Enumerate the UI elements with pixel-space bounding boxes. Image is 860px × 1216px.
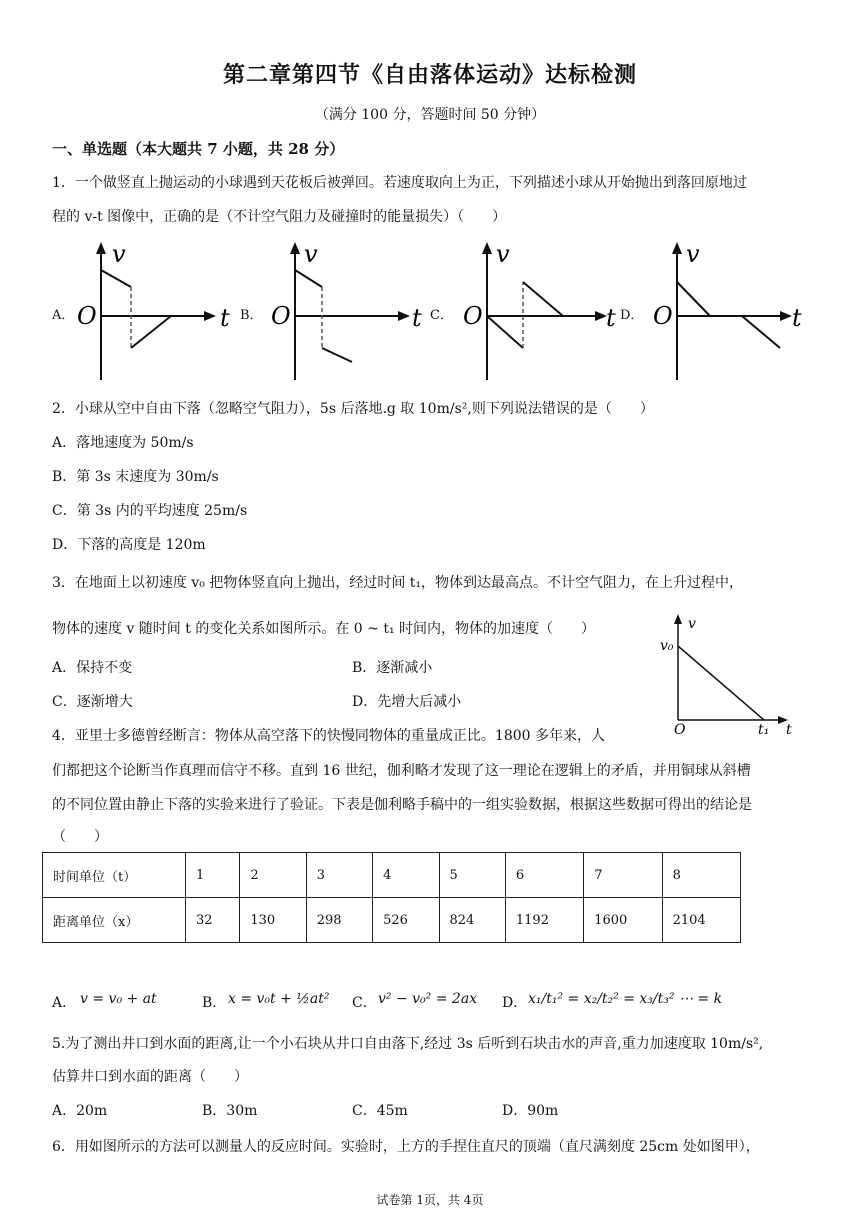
axis-t-label: t bbox=[412, 304, 422, 332]
table-cell: 1192 bbox=[505, 898, 583, 943]
q5-option-c: C．45m bbox=[352, 1103, 408, 1119]
q5-option-a: A．20m bbox=[52, 1103, 108, 1119]
table-cell: 526 bbox=[373, 898, 439, 943]
table-cell: 2104 bbox=[662, 898, 740, 943]
q5-option-b: B．30m bbox=[202, 1103, 258, 1119]
origin-label: O bbox=[271, 302, 291, 330]
table-cell: 7 bbox=[584, 853, 662, 898]
q3-origin: O bbox=[674, 722, 686, 738]
table-row bbox=[43, 853, 741, 898]
axis-t-label: t bbox=[606, 304, 616, 332]
q1-graph-a bbox=[74, 240, 239, 385]
q4-option-b-label: B． bbox=[202, 995, 227, 1011]
q3-t1-label: t₁ bbox=[758, 722, 770, 738]
table-cell: 130 bbox=[240, 898, 306, 943]
q5-option-d: D．90m bbox=[502, 1103, 559, 1119]
q2-option-b: B．第 3s 末速度为 30m/s bbox=[52, 469, 219, 485]
q4-option-d-formula: x₁/t₁² = x₂/t₂² = x₃/t₃² ⋯ = k bbox=[528, 991, 723, 1007]
q1-label-c: C． bbox=[430, 308, 453, 323]
q2-option-c: C．第 3s 内的平均速度 25m/s bbox=[52, 503, 248, 519]
page-footer: 试卷第 1页，共 4页 bbox=[376, 1193, 484, 1207]
table-cell: 1 bbox=[186, 853, 240, 898]
table-cell: 298 bbox=[306, 898, 372, 943]
q4-option-c-formula: v² − v₀² = 2ax bbox=[378, 991, 478, 1007]
q1-graph-d bbox=[650, 240, 815, 385]
axis-v-label: v bbox=[112, 240, 126, 268]
section-heading: 一、单选题（本大题共 7 小题，共 28 分） bbox=[52, 140, 345, 158]
q3-option-c: C．逐渐增大 bbox=[52, 694, 133, 710]
table-cell: 1600 bbox=[584, 898, 662, 943]
table-cell: 6 bbox=[505, 853, 583, 898]
page-subtitle: （满分 100 分，答题时间 50 分钟） bbox=[314, 107, 546, 123]
q3-option-d: D．先增大后减小 bbox=[352, 694, 462, 710]
q1-label-d: D． bbox=[620, 308, 644, 323]
q3-line2: 物体的速度 v 随时间 t 的变化关系如图所示。在 0 ~ t₁ 时间内，物体的加速度（ ） bbox=[52, 621, 596, 637]
q5-line2: 估算井口到水面的距离（ ） bbox=[52, 1069, 248, 1085]
table-cell: 4 bbox=[373, 853, 439, 898]
q2-option-d: D．下落的高度是 120m bbox=[52, 537, 206, 553]
table-cell: 2 bbox=[240, 853, 306, 898]
table-cell: 8 bbox=[662, 853, 740, 898]
q1-graph-b bbox=[268, 240, 433, 385]
q3-vt-graph bbox=[658, 610, 808, 738]
table-cell: 距离单位（x） bbox=[43, 898, 186, 943]
q4-option-c-label: C． bbox=[352, 995, 377, 1011]
table-cell: 时间单位（t） bbox=[43, 853, 186, 898]
origin-label: O bbox=[77, 302, 97, 330]
q4-option-b-formula: x = v₀t + ½at² bbox=[228, 991, 330, 1007]
q4-line2: 们都把这个论断当作真理而信守不移。直到 16 世纪，伽利略才发现了这一理论在逻辑上的矛盾，并用铜球从斜槽 bbox=[52, 763, 751, 779]
q3-v0-label: v₀ bbox=[660, 638, 674, 654]
q2-stem: 2．小球从空中自由下落（忽略空气阻力），5s 后落地.g 取 10m/s²,则下列说法错误的是（ ） bbox=[52, 401, 654, 417]
origin-label: O bbox=[463, 302, 483, 330]
q3-axis-v: v bbox=[688, 616, 696, 632]
q1-label-b: B． bbox=[240, 308, 263, 323]
q4-line3: 的不同位置由静止下落的实验来进行了验证。下表是伽利略手稿中的一组实验数据，根据这些数据可得出的结论是 bbox=[52, 797, 752, 813]
q1-label-a: A． bbox=[52, 308, 75, 323]
q1-line2: 程的 v-t 图像中，正确的是（不计空气阻力及碰撞时的能量损失）（ ） bbox=[52, 209, 507, 225]
q4-line1: 4．亚里士多德曾经断言：物体从高空落下的快慢同物体的重量成正比。1800 多年来，人 bbox=[52, 728, 605, 744]
axis-v-label: v bbox=[304, 240, 318, 268]
table-row bbox=[43, 898, 741, 943]
table-cell: 32 bbox=[186, 898, 240, 943]
q6-line1: 6．用如图所示的方法可以测量人的反应时间。实验时，上方的手捏住直尺的顶端（直尺满刻度 25cm 处如图甲）， bbox=[52, 1139, 760, 1155]
origin-label: O bbox=[653, 302, 673, 330]
q4-option-a-label: A． bbox=[52, 995, 77, 1011]
page-title: 第二章第四节《自由落体运动》达标检测 bbox=[222, 62, 637, 88]
q1-line1: 1．一个做竖直上抛运动的小球遇到天花板后被弹回。若速度取向上为正，下列描述小球从开始抛出到落回原地过 bbox=[52, 175, 747, 191]
q5-line1: 5.为了测出井口到水面的距离,让一个小石块从井口自由落下,经过 3s 后听到石块击水的声音,重力加速度取 10m/s², bbox=[52, 1036, 764, 1052]
q3-axis-t: t bbox=[786, 722, 792, 738]
table-cell: 824 bbox=[439, 898, 505, 943]
axis-v-label: v bbox=[686, 240, 700, 268]
q1-graph-c bbox=[460, 240, 625, 385]
axis-t-label: t bbox=[220, 304, 230, 332]
q3-option-a: A．保持不变 bbox=[52, 660, 133, 676]
q4-line4: （ ） bbox=[52, 829, 108, 845]
q3-line1: 3．在地面上以初速度 v₀ 把物体竖直向上抛出，经过时间 t₁，物体到达最高点。不计空气阻力，在上升过程中， bbox=[52, 575, 744, 591]
table-cell: 5 bbox=[439, 853, 505, 898]
axis-t-label: t bbox=[792, 304, 802, 332]
q4-option-d-label: D． bbox=[502, 995, 528, 1011]
q2-option-a: A．落地速度为 50m/s bbox=[52, 435, 194, 451]
table-cell: 3 bbox=[306, 853, 372, 898]
q4-data-table bbox=[42, 852, 741, 943]
q3-option-b: B．逐渐减小 bbox=[352, 660, 433, 676]
q4-option-a-formula: v = v₀ + at bbox=[80, 991, 157, 1007]
axis-v-label: v bbox=[496, 240, 510, 268]
